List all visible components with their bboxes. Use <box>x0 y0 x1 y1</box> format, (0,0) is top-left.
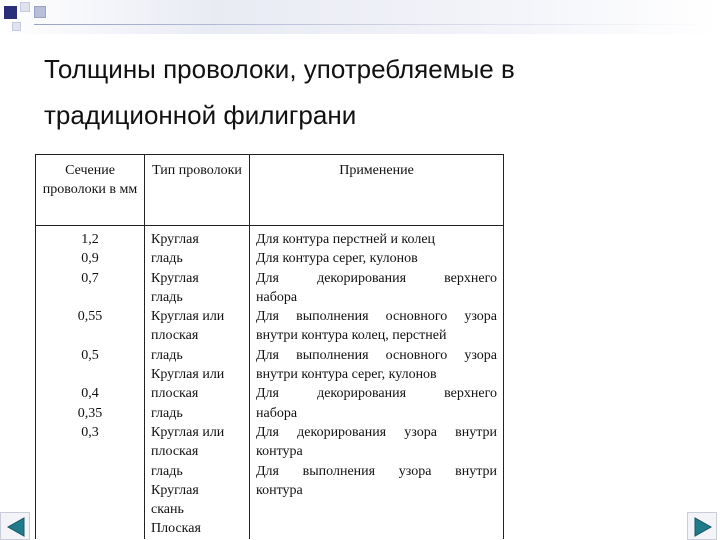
type-line: гладь <box>151 251 183 267</box>
usage-line: Для контура серег, кулонов <box>256 251 418 267</box>
prev-slide-icon <box>5 516 27 538</box>
section-value: 0,35 <box>77 405 103 421</box>
usage-line: Для выполнения основного узора <box>256 347 497 363</box>
header-type: Тип проволоки <box>145 155 250 226</box>
type-line: Круглая <box>151 482 199 498</box>
type-line: Плоская <box>151 521 201 537</box>
usage-line: внутри контура колец, перстней <box>256 328 447 344</box>
usage-line: Для выполнения основного узора <box>256 309 497 325</box>
section-value: 1,2 <box>81 232 99 247</box>
slide-title: Толщины проволоки, употребляемые в традиционной филиграни <box>44 54 515 130</box>
type-line: Круглая <box>151 270 199 286</box>
header-decoration <box>0 0 720 34</box>
type-line: гладь <box>151 463 183 479</box>
usage-line: набора <box>256 405 298 421</box>
type-line: Круглая или <box>151 309 225 325</box>
type-column <box>145 226 250 539</box>
type-line: плоская <box>151 444 199 460</box>
section-value: 0,9 <box>81 251 99 267</box>
type-line: Круглая или <box>151 367 225 383</box>
next-slide-icon <box>692 516 714 538</box>
type-line: плоская <box>151 386 199 402</box>
header-section: Сечение проволоки в мм <box>36 155 145 226</box>
type-line: гладь <box>151 405 183 421</box>
header-line <box>34 24 720 25</box>
usage-line: Для декорирования узора внутри <box>256 424 497 440</box>
section-column <box>36 226 145 539</box>
usage-line: Для декорирования верхнего <box>256 386 497 402</box>
usage-line: контура <box>256 444 303 460</box>
type-line: скань <box>151 502 184 518</box>
usage-line: Для декорирования верхнего <box>256 270 497 286</box>
type-line: Круглая или <box>151 424 225 440</box>
section-value: 0,4 <box>81 386 99 402</box>
type-line: плоская <box>151 328 199 344</box>
section-value: 0,5 <box>81 347 99 363</box>
next-slide-button[interactable] <box>687 512 717 540</box>
header-usage: Применение <box>250 155 504 226</box>
usage-line: Для выполнения узора внутри <box>256 463 497 479</box>
usage-column <box>250 226 504 539</box>
usage-line: Для контура перстней и колец <box>256 232 436 247</box>
type-line: Круглая <box>151 232 199 247</box>
wire-thickness-table <box>35 154 504 539</box>
usage-line: внутри контура серег, кулонов <box>256 367 437 383</box>
section-value: 0,55 <box>77 309 103 325</box>
prev-slide-button[interactable] <box>0 512 30 540</box>
usage-line: контура <box>256 482 303 498</box>
section-value: 0,7 <box>81 270 99 286</box>
type-line: гладь <box>151 347 183 363</box>
usage-line: набора <box>256 289 298 305</box>
type-line: гладь <box>151 289 183 305</box>
section-value: 0,3 <box>81 424 99 440</box>
